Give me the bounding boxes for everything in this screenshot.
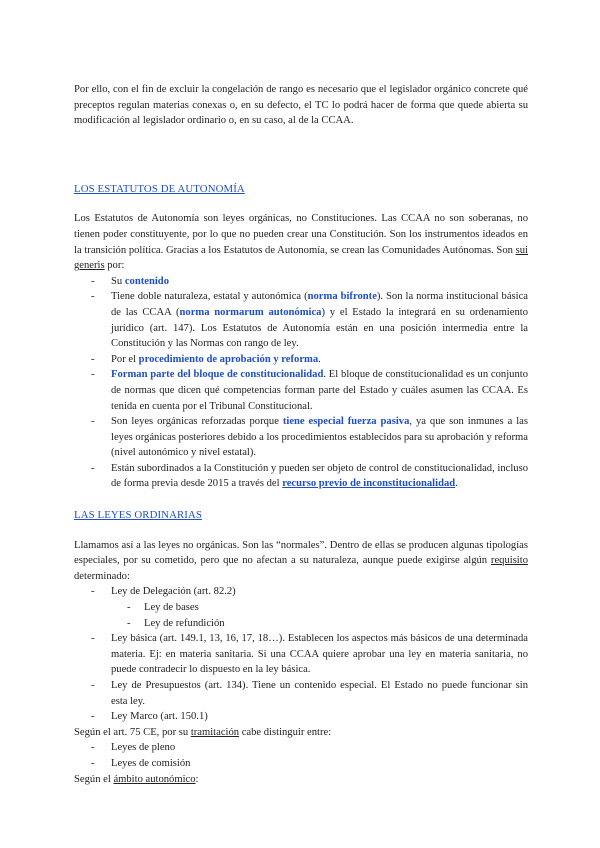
leyes-list xyxy=(74,584,528,724)
sub-list-item: - Ley de refundición xyxy=(74,616,528,632)
ambito-paragraph: Según el ámbito autonómico: xyxy=(74,773,199,785)
intro-paragraph: Por ello, con el fin de excluir la congelación de rango es necesario que el legislador orgánico concrete qué preceptos regulan materias conexas o, en su defecto, el TC lo podrá hacer de forma que quede abierta su modificación al legislador ordinario o, en su caso, al de la CCAA. xyxy=(74,84,528,127)
estatutos-list xyxy=(74,274,528,492)
list-item: - Están subordinados a la Constitución y pueden ser objeto de control de constitucionalidad, incluso de forma previa desde 2015 a través del recurso previo de inconstitucionalidad. xyxy=(74,461,528,492)
list-item: - Por el procedimiento de aprobación y reforma. xyxy=(74,352,528,368)
list-item: - Leyes de pleno xyxy=(74,740,528,756)
list-item: - Ley de Presupuestos (art. 134). Tiene un contenido especial. El Estado no puede funcionar sin esta ley. xyxy=(74,678,528,709)
list-item: - Leyes de comisión xyxy=(74,756,528,772)
list-item: - Forman parte del bloque de constitucionalidad. El bloque de constitucionalidad es un conjunto de normas que dicen qué competencias forman parte del Estado y cuáles asumen las CCAA. Es tenida en cuenta por el Tribunal Constitucional. xyxy=(74,367,528,414)
tramitacion-list xyxy=(74,740,528,771)
list-item: - Ley Marco (art. 150.1) xyxy=(74,709,528,725)
section-heading-leyes-ordinarias: LAS LEYES ORDINARIAS xyxy=(74,509,202,522)
list-item: - Su contenido xyxy=(74,274,528,290)
list-item: - Ley de Delegación (art. 82.2) xyxy=(74,584,528,600)
section-heading-estatutos: LOS ESTATUTOS DE AUTONOMÍA xyxy=(74,182,245,195)
sub-list-item: - Ley de bases xyxy=(74,600,528,616)
leyes-ordinarias-paragraph: Llamamos así a las leyes no orgánicas. Son las “normales”. Dentro de ellas se producen algunas tipologías especiales, por su cometido, pero que no afectan a su naturaleza, aunque puede exigirse algún requisito determinado: xyxy=(74,539,528,582)
document-page xyxy=(74,0,528,787)
estatutos-paragraph: Los Estatutos de Autonomía son leyes orgánicas, no Constituciones. Las CCAA no son soberanas, no tienen poder constituyente, por lo que no pueden crear una Constitución. Son los instrumentos ideados en la transición política. Gracias a los Estatutos de Autonomía, se crean las Comunidades Autónomas. Son sui generis por: xyxy=(74,213,528,272)
list-item: - Tiene doble naturaleza, estatal y autonómica (norma bifronte). Son la norma institucional básica de las CCAA (norma normarum autonómica) y el Estado la integrará en su ordenamiento jurídico (art. 147). Los Estatutos de Autonomía están en una posición intermedia entre la Constitución y las Normas con rango de ley. xyxy=(74,289,528,351)
tramitacion-paragraph: Según el art. 75 CE, por su tramitación cabe distinguir entre: xyxy=(74,726,332,738)
list-item: - Son leyes orgánicas reforzadas porque tiene especial fuerza pasiva, ya que son inmunes a las leyes orgánicas posteriores debido a los procedimientos establecidos para su aprobación y reforma (nivel autonómico y nivel estatal). xyxy=(74,414,528,461)
list-item: - Ley básica (art. 149.1, 13, 16, 17, 18…). Establecen los aspectos más básicos de una determinada materia. Ej: en materia sanitaria. Si una CCAA quiere aprobar una ley en materia sanitaria, no puede contradecir lo dispuesto en la ley básica. xyxy=(74,631,528,678)
